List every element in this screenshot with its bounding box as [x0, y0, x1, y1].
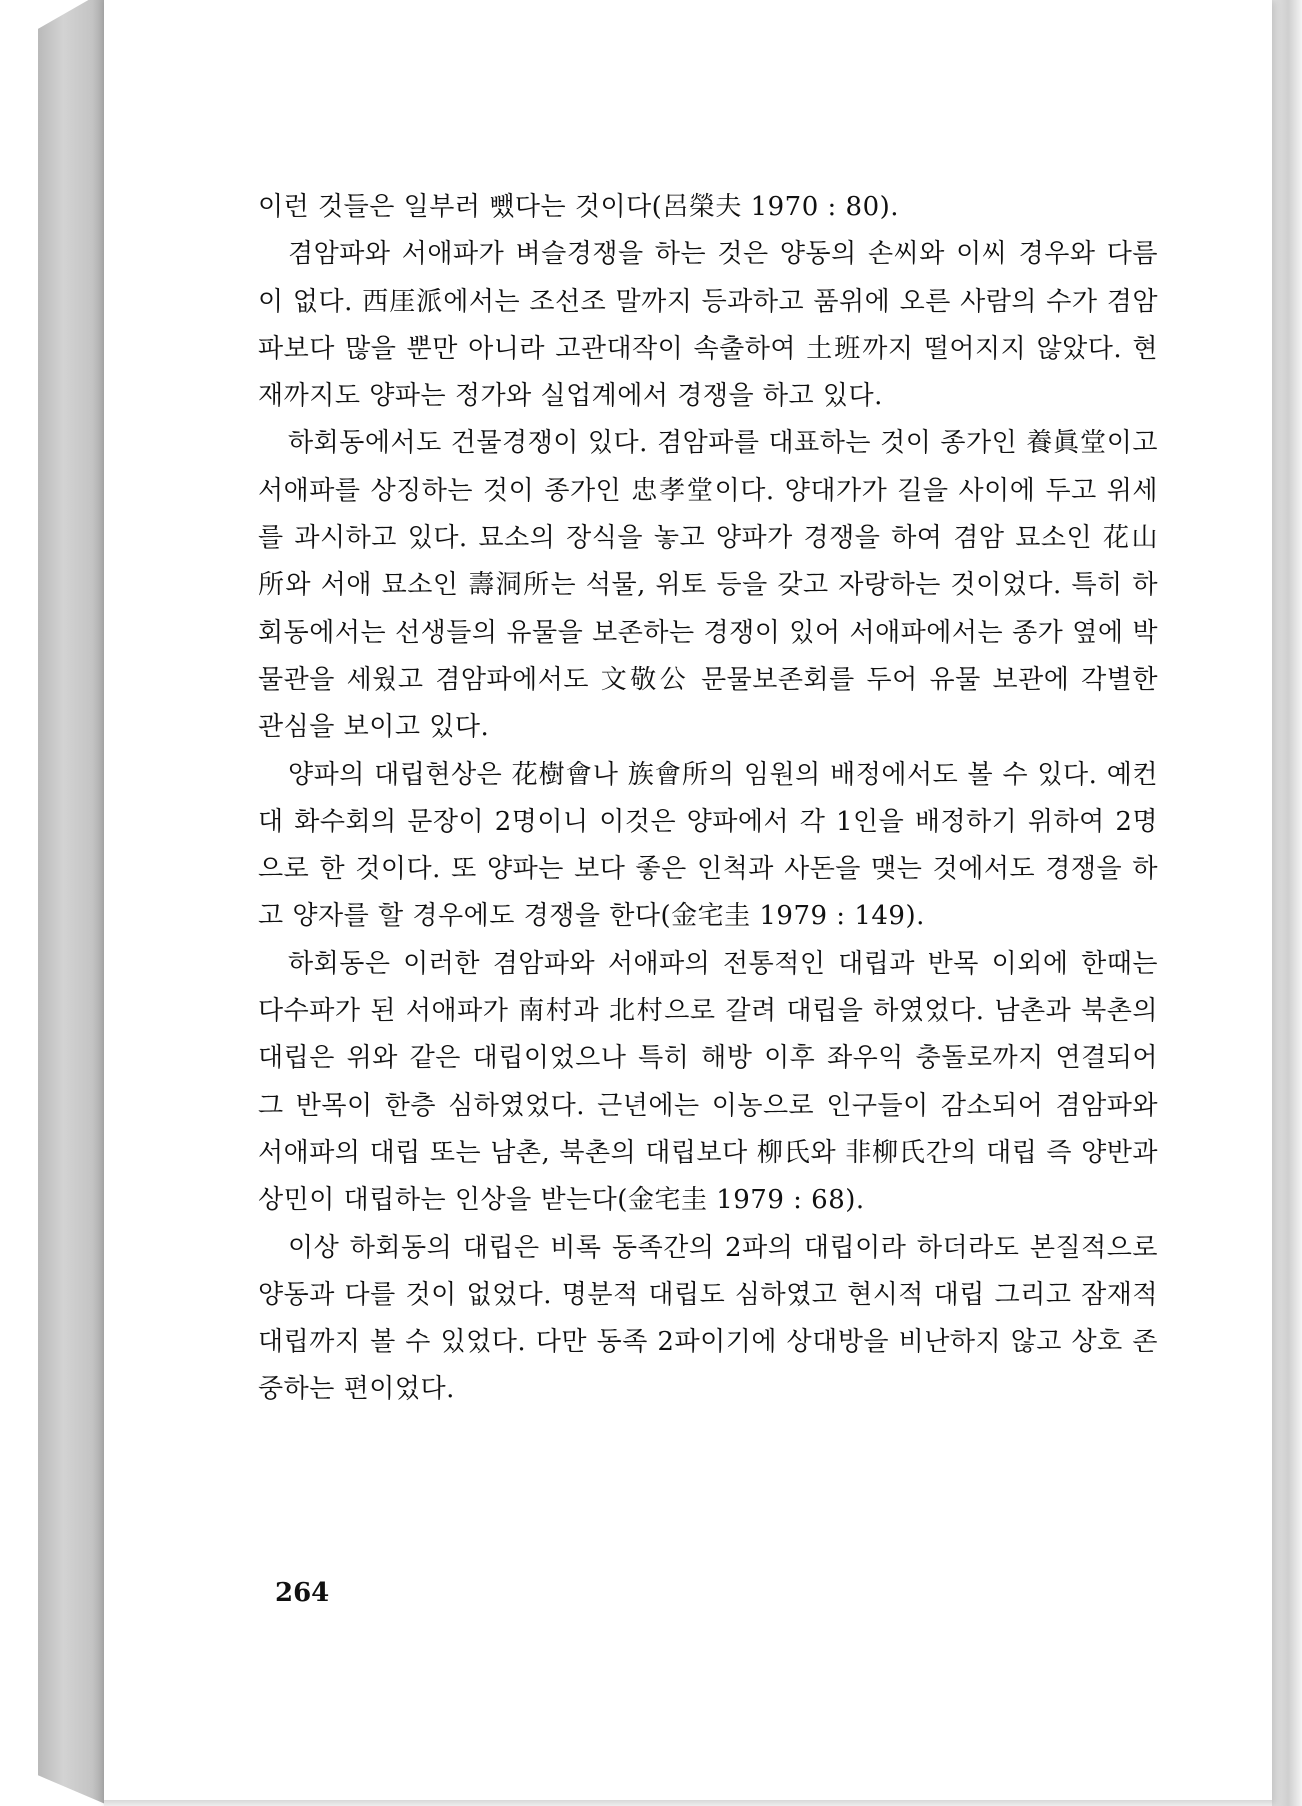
paragraph-4: 양파의 대립현상은 花樹會나 族會所의 임원의 배정에서도 볼 수 있다. 예컨대 화수회의 문장이 2명이니 이것은 양파에서 각 1인을 배정하기 위하여 2명으로 한 것이다. 또 양파는 보다 좋은 인척과 사돈을 맺는 것에서도 경쟁을 하고 양자를 할 경우에도 경쟁을 한다(金宅圭 1979 : 149). [258, 759, 1158, 932]
paragraph-1: 이런 것들은 일부러 뺐다는 것이다(呂榮夫 1970 : 80). [258, 192, 900, 222]
body-text [258, 184, 1158, 1414]
paragraph-3: 하회동에서도 건물경쟁이 있다. 겸암파를 대표하는 것이 종가인 養眞堂이고 서애파를 상징하는 것이 종가인 忠孝堂이다. 양대가가 길을 사이에 두고 위세를 과시하고 있다. 묘소의 장식을 놓고 양파가 경쟁을 하여 겸암 묘소인 花山所와 서애 묘소인 壽洞所는 석물, 위토 등을 갖고 자랑하는 것이었다. 특히 하회동에서는 선생들의 유물을 보존하는 경쟁이 있어 서애파에서는 종가 옆에 박물관을 세웠고 겸암파에서도 文敬公 문물보존회를 두어 유물 보관에 각별한 관심을 보이고 있다. [258, 428, 1158, 743]
paragraph-2: 겸암파와 서애파가 벼슬경쟁을 하는 것은 양동의 손씨와 이씨 경우와 다름이 없다. 西厓派에서는 조선조 말까지 등과하고 품위에 오른 사람의 수가 겸암파보다 많을 뿐만 아니라 고관대작이 속출하여 土班까지 떨어지지 않았다. 현재까지도 양파는 정가와 실업계에서 경쟁을 하고 있다. [258, 239, 1158, 412]
paragraph-6: 이상 하회동의 대립은 비록 동족간의 2파의 대립이라 하더라도 본질적으로 양동과 다를 것이 없었다. 명분적 대립도 심하였고 현시적 대립 그리고 잠재적 대립까지 볼 수 있었다. 다만 동족 2파이기에 상대방을 비난하지 않고 상호 존중하는 편이었다. [258, 1232, 1158, 1405]
page-bottom-edge [104, 1800, 1272, 1806]
page-number: 264 [275, 1578, 330, 1608]
page-right-edge [1268, 0, 1302, 1806]
paragraph-5: 하회동은 이러한 겸암파와 서애파의 전통적인 대립과 반목 이외에 한때는 다수파가 된 서애파가 南村과 北村으로 갈려 대립을 하였었다. 남촌과 북촌의 대립은 위와 같은 대립이었으나 특히 해방 이후 좌우익 충돌로까지 연결되어 그 반목이 한층 심하였었다. 근년에는 이농으로 인구들이 감소되어 겸암파와 서애파의 대립 또는 남촌, 북촌의 대립보다 柳氏와 非柳氏간의 대립 즉 양반과 상민이 대립하는 인상을 받는다(金宅圭 1979 : 68). [258, 948, 1158, 1216]
book-spine [38, 0, 110, 1806]
